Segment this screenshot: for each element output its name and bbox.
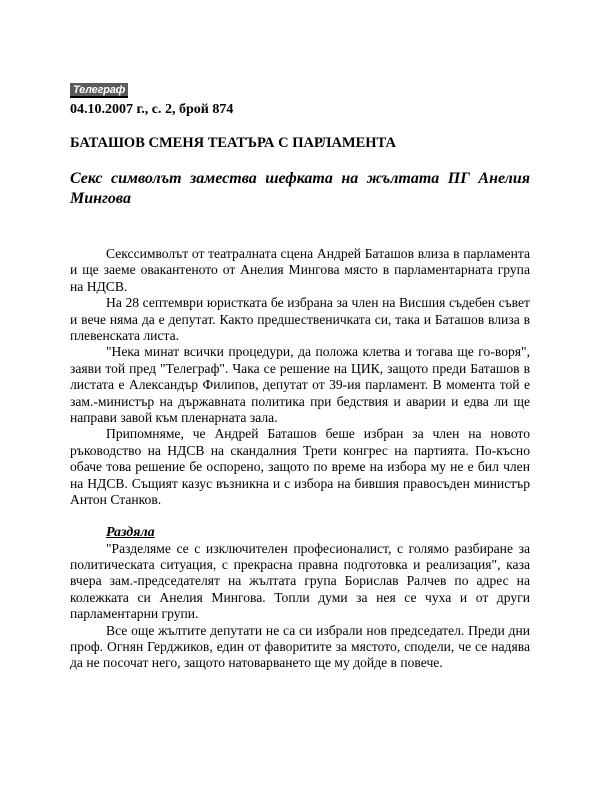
body-paragraph: "Разделяме се с изключителен професионалист, с голямо разбиране за политическата ситуация, с прекрасна правна подготовка и реализация", каза вчера зам.-председателят на жълтата група Борислав Ралчев по адрес на колежката си Анелия Мингова. Топли думи за нея се чуха и от други парламентарни групи.: [70, 540, 530, 622]
publication-dateline: 04.10.2007 г., с. 2, брой 874: [70, 102, 234, 117]
article-subheadline: Секс символът замества шефката на жълтата ПГ Анелия Мингова: [70, 170, 530, 207]
body-paragraph: На 28 септември юристката бе избрана за член на Висшия съдебен съвет и вече няма да е депутат. Както предшественичката си, така и Баташов влиза в плевенската листа.: [70, 295, 530, 344]
section-heading: Раздяла: [106, 524, 155, 540]
body-paragraph: Припомняме, че Андрей Баташов беше избран за член на новото ръководство на НДСВ на скандалния Трети конгрес на партията. По-късно обаче това решение бе оспорено, защото по време на избора му не е бил член на НДСВ. Същият казус възникна и с избора на бившия правосъден министър Антон Станков.: [70, 426, 530, 508]
newspaper-logo: Телеграф: [70, 83, 128, 98]
article-headline: БАТАШОВ СМЕНЯ ТЕАТЪРА С ПАРЛАМЕНТА: [70, 135, 396, 151]
body-paragraph: Секссимволът от театралната сцена Андрей Баташов влиза в парламента и ще заеме овакантеното от Анелия Мингова място в парламентарната група на НДСВ.: [70, 246, 530, 294]
body-paragraph: "Нека минат всички процедури, да положа клетва и тогава ще го-воря", заяви той пред "Телеграф". Чака се решение на ЦИК, защото преди Баташов в листата е Александър Филипов, депутат от 39-ия парламент. В момента той е зам.-министър на държавната политика при бедствия и аварии и едва ли ще направи завой към пленарната зала.: [70, 344, 530, 426]
body-paragraph: Все още жълтите депутати не са си избрали нов председател. Преди дни проф. Огнян Герджиков, един от фаворитите за мястото, сподели, че се надява да не посочат него, защото натоварването ще му дойде в повече.: [70, 622, 530, 671]
article-body: [70, 246, 530, 672]
article-page: [70, 80, 530, 672]
